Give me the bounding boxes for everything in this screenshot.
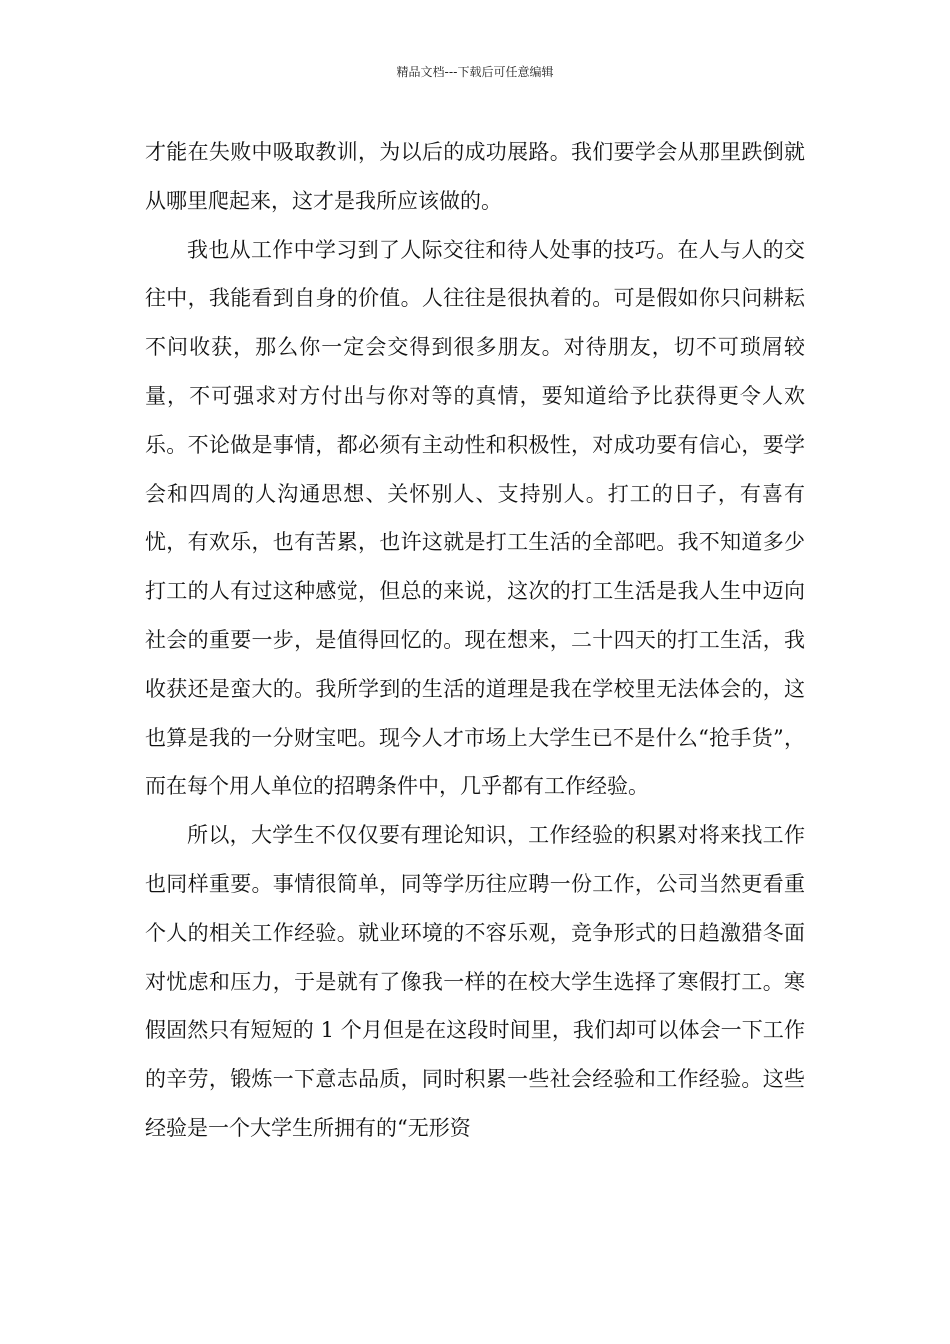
paragraph-2: 我也从工作中学习到了人际交往和待人处事的技巧。在人与人的交往中，我能看到自身的价值。人往往是很执着的。可是假如你只问耕耘不问收获，那么你一定会交得到很多朋友。对待朋友，切不可琐屑较量，不可强求对方付出与你对等的真情，要知道给予比获得更令人欢乐。不论做是事情，都必须有主动性和积极性，对成功要有信心，要学会和四周的人沟通思想、关怀别人、支持别人。打工的日子，有喜有忧，有欢乐，也有苦累，也许这就是打工生活的全部吧。我不知道多少打工的人有过这种感觉，但总的来说，这次的打工生活是我人生中迈向社会的重要一步，是值得回忆的。现在想来，二十四天的打工生活，我收获还是蛮大的。我所学到的生活的道理是我在学校里无法体会的，这也算是我的一分财宝吧。现今人才市场上大学生已不是什么“抢手货”，而在每个用人单位的招聘条件中，几乎都有工作经验。 xyxy=(145,237,805,799)
document-body xyxy=(145,128,805,1153)
page-header: 精品文档---下载后可任意编辑 xyxy=(396,65,554,79)
paragraph-1: 才能在失败中吸取教训，为以后的成功展路。我们要学会从那里跌倒就从哪里爬起来，这才是我所应该做的。 xyxy=(145,140,805,213)
paragraph-3: 所以，大学生不仅仅要有理论知识，工作经验的积累对将来找工作也同样重要。事情很简单，同等学历往应聘一份工作，公司当然更看重个人的相关工作经验。就业环境的不容乐观，竞争形式的日趋激猎冬面对忧虑和压力，于是就有了像我一样的在校大学生选择了寒假打工。寒假固然只有短短的 1 个月但是在这段时间里，我们却可以体会一下工作的辛劳，锻炼一下意志品质，同时积累一些社会经验和工作经验。这些经验是一个大学生所拥有的“无形资 xyxy=(145,823,805,1140)
